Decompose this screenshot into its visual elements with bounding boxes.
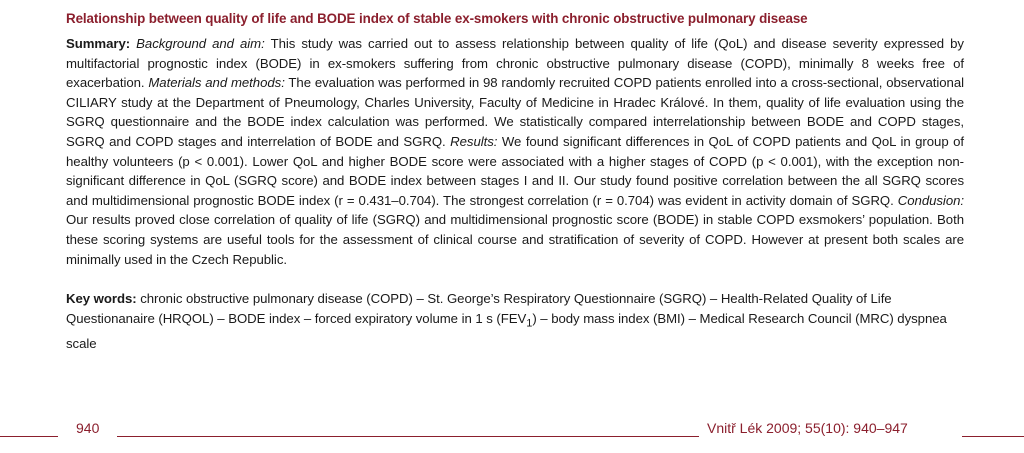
footer-rule-right [962,436,1024,437]
background-label: Background and aim: [136,36,265,51]
keywords-paragraph [66,289,964,353]
summary-label: Summary: [66,36,131,51]
results-text: We found significant differences in QoL of COPD patients and QoL in group of healthy volunteers (p < 0.001). Lower QoL and higher BODE score were associated with a higher stages of COPD (p < 0.001), with the exception non-significant difference in QoL (SGRQ score) and BODE index between stages I and II. Our study found positive correlation between the all SGRQ scores and multidimensional prognostic BODE index (r = 0.431–0.704). The strongest correlation (r = 0.704) was evident in activity domain of SGRQ. [66,133,964,208]
conclusion-label: Condusion: [897,192,964,208]
results-label: Results: [450,133,498,149]
methods-text: The evaluation was performed in 98 randomly recruited COPD patients enrolled into a cross-sectional, observational CILIARY study at the Department of Pneumology, Charles University, Faculty of Medicine in Hradec Králové. In them, quality of life evaluation using the SGRQ questionnaire and the BODE index calculation was performed. We statistically compared interrelationship between BODE and COPD stages, SGRQ and COPD stages and interrelation of BODE and SGRQ. [66,75,964,149]
background-text: This study was carried out to assess relationship between quality of life (QoL) and disease severity expressed by multifactorial prognostic index (BODE) in ex-smokers suffering from chronic obstructive pulmonary disease (COPD), minimally 8 weeks free of exacerbation. [66,36,964,91]
conclusion-text: Our results proved close correlation of quality of life (SGRQ) and multidimensional prognostic score (BODE) in stable COPD exsmokers’ population. Both these scoring systems are useful tools for the assessment of clinical course and stratification of severity of COPD. However at present both scales are minimally used in the Czech Republic. [66,212,964,267]
keywords-text-1: chronic obstructive pulmonary disease (COPD) – St. George’s Respiratory Questionnaire (SGRQ) – Health-Related Quality of Life Questionanaire (HRQOL) – BODE index – forced expiratory volume in 1 s (FEV [66,291,892,326]
footer-rule-middle [117,436,699,437]
article-title: Relationship between quality of life and BODE index of stable ex-smokers with chronic obstructive pulmonary disease [66,11,808,26]
page-number: 940 [76,420,100,436]
footer-rule-left [0,436,58,437]
methods-label: Materials and methods: [148,75,285,91]
keywords-text-2: ) – body mass index (BMI) – Medical Research Council (MRC) dyspnea scale [66,310,947,351]
journal-citation: Vnitř Lék 2009; 55(10): 940–947 [707,420,908,436]
keywords-subscript: 1 [526,317,533,330]
keywords-label: Key words: [66,291,137,306]
summary-paragraph [66,34,964,269]
